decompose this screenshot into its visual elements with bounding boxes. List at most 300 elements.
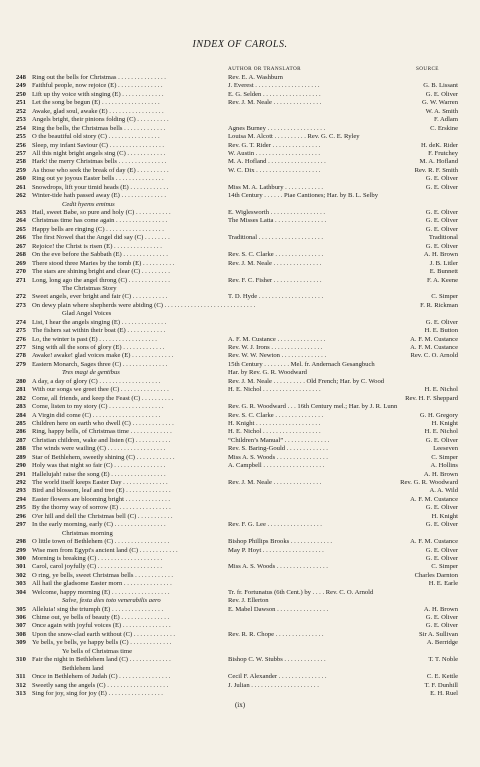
carol-title: Sweetly sang the angels (C) . . . . . . . . . . . . . . . . . . . xyxy=(32,681,169,689)
source-column-header: SOURCE xyxy=(416,66,439,72)
index-subline xyxy=(16,665,458,673)
index-row xyxy=(16,428,458,436)
carol-source: G. E. Oliver xyxy=(425,217,458,225)
index-row xyxy=(16,125,458,133)
carol-title: Ring the bells, the Christmas bells . . . . . . . . . . . . . xyxy=(32,124,166,132)
carol-number: 291 xyxy=(16,470,26,478)
index-subline xyxy=(16,201,458,209)
index-row xyxy=(16,412,458,420)
index-row xyxy=(16,437,458,445)
index-row xyxy=(16,91,458,99)
carol-author: Rev. W. W. Newton . . . . . . . . . . . . . . xyxy=(228,352,327,360)
index-row xyxy=(16,352,458,360)
carol-source: J. B. Litler xyxy=(429,259,458,267)
carol-author: J. Everest . . . . . . . . . . . . . . . . . . . . xyxy=(228,82,320,90)
carol-source: T. T. Noble xyxy=(428,656,458,664)
carol-source: G. E. Oliver xyxy=(425,436,458,444)
carol-author: Miss A. S. Woods . . . . . . . . . . . . . . . . xyxy=(228,453,328,461)
index-row xyxy=(16,158,458,166)
index-row xyxy=(16,243,458,251)
carol-source: F. R. Rickman xyxy=(420,301,458,309)
index-row xyxy=(16,234,458,242)
carol-number: 260 xyxy=(16,175,26,183)
carol-number: 300 xyxy=(16,554,26,562)
carol-number: 305 xyxy=(16,605,26,613)
carol-title: Angels bright, their pinions folding (C) . . . . . . . . . . xyxy=(32,116,169,124)
carol-number: 298 xyxy=(16,538,26,546)
carol-author: A. Campbell . . . . . . . . . . . . . . . . . . . xyxy=(228,462,325,470)
carol-number: 294 xyxy=(16,495,26,503)
carol-title: Sleep, my infant Saviour (C) . . . . . . . . . . . . . . . . . xyxy=(32,141,165,149)
carol-title: Come, listen to my story (C) . . . . . . . . . . . . . . . . . xyxy=(32,403,164,411)
carol-title: Easter flowers are blooming bright . . . . . . . . . . . . . . xyxy=(32,495,171,503)
carol-source: H. Knight xyxy=(431,419,458,427)
carol-source: H. E. Earle xyxy=(428,580,458,588)
carol-source: C. Simper xyxy=(431,563,458,571)
carol-author: Agnes Burney . . . . . . . . . . . . . . . . . . xyxy=(228,124,326,132)
index-row xyxy=(16,513,458,521)
index-row xyxy=(16,690,458,698)
carol-title: Snowdrops, lift your timid heads (E) . . . . . . . . . . . . xyxy=(32,183,169,191)
carol-author: Rev. J. M. Neale . . . . . . . . . . . . . . . xyxy=(228,99,322,107)
carol-author: Rev. R. R. Chope . . . . . . . . . . . . . . . xyxy=(228,630,324,638)
carol-author: E. G. Selden . . . . . . . . . . . . . . . . . . xyxy=(228,90,321,98)
carol-source: G. E. Oliver xyxy=(425,90,458,98)
carol-title: List, I hear the angels singing (E) . . . . . . . . . . . . . . xyxy=(32,318,167,326)
carol-source: G. W. Warren xyxy=(422,99,458,107)
index-row xyxy=(16,639,458,647)
carol-title: All this night bright angels sing (C) . . . . . . . . . . . . xyxy=(32,149,166,157)
carol-author: Rev. S. C. Clarke . . . . . . . . . . . . . . . xyxy=(228,411,324,419)
carol-author: Rev. W. J. Irons . . . . . . . . . . . . . . . . xyxy=(228,344,323,351)
index-row xyxy=(16,386,458,394)
carol-title: By the thorny way of sorrow (E) . . . . . . . . . . . . . . . . xyxy=(32,504,171,512)
carol-source: C. Erskine xyxy=(430,124,458,132)
carol-source: C. E. Kettle xyxy=(426,673,458,681)
carol-number: 263 xyxy=(16,209,26,216)
carol-title: Carol, carol joyfully (C) . . . . . . . . . . . . . . . . . . . . xyxy=(32,563,163,571)
carol-title: Bird and blossom, leaf and tree (E) . . . . . . . . . . . . . . xyxy=(32,487,171,495)
carol-title: O'er hill and dell the Christmas bell (C) . . . . . . . . . . . xyxy=(32,512,173,520)
index-row xyxy=(16,277,458,285)
carol-source: H. E. Nichol xyxy=(424,386,458,394)
carol-source: H. deK. Rider xyxy=(421,141,458,149)
carol-title: The winds were wailing (C) . . . . . . . . . . . . . . . . . . xyxy=(32,445,166,453)
index-row xyxy=(16,504,458,512)
carol-title: In the early morning, early (C) . . . . . . . . . . . . . . . . xyxy=(32,521,166,529)
carol-source: G. E. Oliver xyxy=(425,225,458,233)
carol-number: 268 xyxy=(16,251,26,259)
carol-number: 265 xyxy=(16,225,26,233)
carol-title: Long, long ago the angel throng (C) . . . . . . . . . . . . . xyxy=(32,276,170,284)
carol-number: 309 xyxy=(16,639,26,647)
carol-subtitle: The Christmas Story xyxy=(62,284,117,292)
carol-number: 255 xyxy=(16,133,26,141)
carol-source: W. A. Smith xyxy=(425,107,458,115)
index-row xyxy=(16,521,458,529)
carol-number: 264 xyxy=(16,217,26,225)
carol-title: Sing for joy, sing for joy (E) . . . . . . . . . . . . . . . . . xyxy=(32,689,163,697)
carol-source: Rev. H. F. Sheppard xyxy=(405,394,458,402)
carol-author: Miss M. A. Lathbury . . . . . . . . . . . . xyxy=(228,183,324,191)
carol-title: Eastern Monarch, Sages three (C) . . . . . . . . . . . . . . xyxy=(32,360,168,368)
index-row xyxy=(16,622,458,630)
carol-number: 276 xyxy=(16,335,26,343)
carol-number: 256 xyxy=(16,141,26,149)
carol-author: The Misses Latta . . . . . . . . . . . . . . . . xyxy=(228,217,327,225)
carol-number: 297 xyxy=(16,521,26,529)
carol-title: O little town of Bethlehem (C) . . . . . . . . . . . . . . . . . xyxy=(32,538,170,546)
carol-number: 251 xyxy=(16,99,26,107)
page-title: INDEX OF CAROLS. xyxy=(192,39,288,50)
carol-number: 285 xyxy=(16,419,26,427)
carol-number: 273 xyxy=(16,301,26,309)
index-row xyxy=(16,260,458,268)
carol-author: Har. by Rev. G. R. Woodward xyxy=(228,369,307,377)
carol-title: Winter-tide hath passed away (E) . . . . . . . . . . . . . . xyxy=(32,192,167,200)
index-subline xyxy=(16,648,458,656)
index-row xyxy=(16,538,458,546)
index-row xyxy=(16,217,458,225)
carol-number: 262 xyxy=(16,192,26,200)
index-row xyxy=(16,420,458,428)
carol-title: Awake, glad soul, awake (E) . . . . . . . . . . . . . . . . . xyxy=(32,107,164,115)
carol-title: The fishers sat within their boat (E) . . . . . . . . . . . . xyxy=(32,327,166,335)
index-subline xyxy=(16,530,458,538)
carol-title: Ye bells, ye bells, ye happy bells (C) . . . . . . . . . . . . . xyxy=(32,639,172,647)
carol-author: Rev. J. M. Neale . . . . . . . . . . . . . . . xyxy=(228,259,322,267)
carol-source: Rev. G. R. Woodward xyxy=(400,479,458,486)
carol-author: M. A. Hofland . . . . . . . . . . . . . . . . . . xyxy=(228,158,326,166)
carol-number: 296 xyxy=(16,512,26,520)
carol-title: Happy bells are ringing (C) . . . . . . . . . . . . . . . . . . xyxy=(32,225,164,233)
index-row xyxy=(16,462,458,470)
carol-source: Traditional xyxy=(428,234,458,242)
index-row xyxy=(16,555,458,563)
carol-number: 274 xyxy=(16,318,26,326)
carol-author: A. F. M. Custance . . . . . . . . . . . . . . . xyxy=(228,335,326,343)
carol-title: Ring, happy bells, of Christmas time . . . . . . . . . . . . . xyxy=(32,428,172,436)
carol-title: Ring out ye joyous Easter bells . . . . . . . . . . . . . . . xyxy=(32,175,164,183)
carol-author: 15th Century . . . . . . . . Mel. fr. Andernach Gesangbuch xyxy=(228,360,375,368)
index-subline xyxy=(16,310,458,318)
carol-source: Rev. C. O. Arnold xyxy=(410,352,458,360)
index-row xyxy=(16,395,458,403)
carol-number: 290 xyxy=(16,462,26,470)
carol-author: 14th Century . . . . . . Piae Cantiones; Har. by B. L. Selby xyxy=(228,192,378,200)
index-row xyxy=(16,547,458,555)
carol-number: 281 xyxy=(16,386,26,394)
carol-source: G. E. Oliver xyxy=(425,614,458,621)
carol-source: G. B. Lissant xyxy=(423,82,458,90)
index-row xyxy=(16,614,458,622)
carol-number: 311 xyxy=(16,673,26,681)
carol-number: 289 xyxy=(16,453,26,461)
carol-author: W. Austin . . . . . . . . . . . . . . . . . . . . xyxy=(228,149,321,157)
carol-title: A day, a day of glory (C) . . . . . . . . . . . . . . . . . . . xyxy=(32,377,161,385)
carol-subtitle: Salve, festa dies toto venerabilis aero xyxy=(62,597,161,605)
index-row xyxy=(16,454,458,462)
carol-source: A. H. Brown xyxy=(423,470,458,478)
index-row xyxy=(16,319,458,327)
carol-source: E. H. Ruel xyxy=(430,689,458,697)
carol-title: Morning is breaking (C) . . . . . . . . . . . . . . . . . . . . xyxy=(32,554,163,562)
carol-title: Ring out the bells for Christmas . . . . . . . . . . . . . . . xyxy=(32,74,166,81)
index-row xyxy=(16,226,458,234)
carol-number: 249 xyxy=(16,82,26,90)
carol-number: 259 xyxy=(16,166,26,174)
carol-title: Once in Bethlehem of Judah (C) . . . . . . . . . . . . . . . . xyxy=(32,673,171,681)
carol-title: Star of Bethlehem, sweetly shining (C) . . . . . . . . . . . . xyxy=(32,453,175,461)
index-row xyxy=(16,167,458,175)
carol-author: Rev. E. A. Washburn xyxy=(228,74,283,81)
author-column-header: AUTHOR OR TRANSLATOR xyxy=(228,66,301,72)
index-row xyxy=(16,327,458,335)
carol-source: F. Adlam xyxy=(433,116,458,124)
carol-source: A. F. M. Custance xyxy=(410,344,458,351)
carol-number: 313 xyxy=(16,689,26,697)
carol-subtitle: Ye bells of Christmas time xyxy=(62,647,133,655)
carol-number: 272 xyxy=(16,293,26,301)
index-row xyxy=(16,192,458,200)
index-row xyxy=(16,656,458,664)
carol-subtitle: Glad Angel Voices xyxy=(62,310,112,318)
index-row xyxy=(16,606,458,614)
carol-author: Bishop C. W. Stubbs . . . . . . . . . . . . . xyxy=(228,656,326,664)
carol-author: Rev. J. Ellerton xyxy=(228,597,269,605)
carol-source: G. E. Oliver xyxy=(425,318,458,326)
carol-title: On dewy plain where shepherds were abiding (C) . . . . . . . . . . . . . . . . . . . . . . . . . . . . xyxy=(32,301,256,309)
carol-author: W. C. Dix . . . . . . . . . . . . . . . . . . . . xyxy=(228,166,321,174)
carol-number: 277 xyxy=(16,344,26,351)
carol-number: 292 xyxy=(16,479,26,486)
carol-number: 307 xyxy=(16,622,26,630)
carol-title: Sweet angels, ever bright and fair (C) . . . . . . . . . . . xyxy=(32,293,168,301)
index-row xyxy=(16,209,458,217)
carol-source: G. E. Oliver xyxy=(425,242,458,250)
carol-number: 267 xyxy=(16,242,26,250)
carol-author: J. Julian . . . . . . . . . . . . . . . . . . . . . xyxy=(228,681,319,689)
carol-number: 306 xyxy=(16,614,26,621)
carol-title: Christian children, wake and listen (C) . . . . . . . . . . . xyxy=(32,436,171,444)
index-row xyxy=(16,184,458,192)
carol-source: G. E. Oliver xyxy=(425,546,458,554)
index-subline xyxy=(16,369,458,377)
carol-number: 280 xyxy=(16,377,26,385)
carol-source: A. F. M. Custance xyxy=(410,495,458,503)
index-row xyxy=(16,403,458,411)
carol-author: Miss A. S. Woods . . . . . . . . . . . . . . . . xyxy=(228,563,328,571)
carol-author: May P. Hoyt . . . . . . . . . . . . . . . . . . . xyxy=(228,546,324,554)
carol-number: 275 xyxy=(16,327,26,335)
carol-source: T. F. Dunhill xyxy=(424,681,458,689)
carol-number: 282 xyxy=(16,394,26,402)
carol-source: A. H. Brown xyxy=(423,251,458,259)
carol-source: G. E. Oliver xyxy=(425,175,458,183)
index-row xyxy=(16,175,458,183)
index-subline xyxy=(16,285,458,293)
carol-title: As those who seek the break of day (E) . . . . . . . . . . xyxy=(32,166,169,174)
carol-number: 299 xyxy=(16,546,26,554)
carol-author: Rev. J. M. Neale . . . . . . . . . . . . . . . xyxy=(228,479,322,486)
carol-number: 302 xyxy=(16,571,26,579)
carol-number: 283 xyxy=(16,403,26,411)
carol-author: Bishop Phillips Brooks . . . . . . . . . . . . . xyxy=(228,538,333,546)
carol-author: Rev. S. Baring-Gould . . . . . . . . . . . . . xyxy=(228,445,328,453)
index-row xyxy=(16,682,458,690)
carol-author: H. Knight . . . . . . . . . . . . . . . . . . . . xyxy=(228,419,321,427)
carol-source: M. A. Hofland xyxy=(419,158,458,166)
carol-title: Faithful people, now rejoice (E) . . . . . . . . . . . . . . xyxy=(32,82,163,90)
carol-number: 279 xyxy=(16,360,26,368)
carol-author: Rev. S. C. Clarke . . . . . . . . . . . . . . . xyxy=(228,251,324,259)
carol-number: 293 xyxy=(16,487,26,495)
carol-number: 288 xyxy=(16,445,26,453)
carol-author: Tr. fr. Fortunatus (6th Cent.) by . . . . Rev. C. O. Arnold xyxy=(228,588,374,596)
carol-source: G. E. Oliver xyxy=(425,183,458,191)
carol-source: E. Bunnett xyxy=(429,268,458,276)
carol-number: 271 xyxy=(16,276,26,284)
carol-number: 257 xyxy=(16,149,26,157)
index-row xyxy=(16,336,458,344)
index-row xyxy=(16,150,458,158)
carol-source: C. Simper xyxy=(431,453,458,461)
carol-number: 287 xyxy=(16,436,26,444)
carol-source: Sir A. Sullivan xyxy=(418,630,458,638)
carol-source: F. Frutchey xyxy=(428,149,458,157)
carol-number: 301 xyxy=(16,563,26,571)
carol-number: 253 xyxy=(16,116,26,124)
carol-author: T. D. Hyde . . . . . . . . . . . . . . . . . . . . xyxy=(228,293,324,301)
carol-number: 303 xyxy=(16,580,26,588)
carol-author: H. E. Nichol . . . . . . . . . . . . . . . . . . xyxy=(228,428,321,436)
carol-title: Lift up thy voice with singing (E) . . . . . . . . . . . . . xyxy=(32,90,164,98)
carol-title: Rejoice! the Christ is risen (E) . . . . . . . . . . . . . . . xyxy=(32,242,162,250)
carol-source: H. Knight xyxy=(431,512,458,520)
carol-source: G. E. Oliver xyxy=(425,209,458,216)
carol-number: 252 xyxy=(16,107,26,115)
carol-subtitle: Christmas morning xyxy=(62,529,113,537)
carol-title: Chime out, ye bells of beauty (E) . . . . . . . . . . . . . . . xyxy=(32,614,170,621)
index-row xyxy=(16,142,458,150)
carol-number: 304 xyxy=(16,588,26,596)
carol-source: A. Hollins xyxy=(430,462,458,470)
index-row xyxy=(16,496,458,504)
carol-title: Christmas time has come again . . . . . . . . . . . . . . . . xyxy=(32,217,168,225)
carol-subtitle: Bethlehem land xyxy=(62,664,104,672)
index-row xyxy=(16,293,458,301)
index-row xyxy=(16,344,458,352)
carol-author: E. Wiglesworth . . . . . . . . . . . . . . . . . xyxy=(228,209,326,216)
carol-number: 295 xyxy=(16,504,26,512)
carol-title: Hallelujah! raise the song (E) . . . . . . . . . . . . . . . . . xyxy=(32,470,166,478)
carol-title: O the beautiful old story (C) . . . . . . . . . . . . . . . . xyxy=(32,133,160,141)
carol-number: 248 xyxy=(16,74,26,81)
carol-author: H. E. Nichol . . . . . . . . . . . . . . . . . . xyxy=(228,386,321,394)
index-row xyxy=(16,74,458,82)
carol-title: Wise men from Egypt's ancient land (C) . . . . . . . . . . . . xyxy=(32,546,178,554)
carol-source: A. A. Wild xyxy=(429,487,458,495)
carol-number: 278 xyxy=(16,352,26,360)
carol-title: Sing with all the sons of glory (E) . . . . . . . . . . . . . xyxy=(32,344,165,351)
carol-author: Rev. G. R. Woodward . . . 16th Century mel.; Har. by J. R. Lunn xyxy=(228,403,398,411)
carol-number: 286 xyxy=(16,428,26,436)
carol-author: Rev. F. C. Fisher . . . . . . . . . . . . . . . xyxy=(228,276,322,284)
carol-number: 261 xyxy=(16,183,26,191)
carol-title: Holy was that night so fair (C) . . . . . . . . . . . . . . . . xyxy=(32,462,166,470)
carol-author: “Children’s Manual” . . . . . . . . . . . . . . xyxy=(228,436,330,444)
carol-number: 250 xyxy=(16,90,26,98)
carol-subtitle: Cedit hyems eminus xyxy=(62,200,115,208)
carol-source: G. H. Gregory xyxy=(419,411,458,419)
index-row xyxy=(16,563,458,571)
carol-source: F. A. Keene xyxy=(427,276,458,284)
carol-title: All hail the gladsome Easter morn . . . . . . . . . . . . . . . xyxy=(32,580,172,588)
carol-title: O ring, ye bells, sweet Christmas bells . . . . . . . . . . . . xyxy=(32,571,174,579)
carol-source: Charles Darnton xyxy=(414,571,458,579)
carol-number: 258 xyxy=(16,158,26,166)
index-subline xyxy=(16,597,458,605)
carol-title: The stars are shining bright and clear (C) . . . . . . . . . xyxy=(32,268,170,276)
index-row xyxy=(16,268,458,276)
carol-number: 269 xyxy=(16,259,26,267)
carol-title: Awake! awake! glad voices make (E) . . . . . . . . . . . . . xyxy=(32,352,174,360)
index-row xyxy=(16,378,458,386)
carol-title: Welcome, happy morning (E) . . . . . . . . . . . . . . . . . . xyxy=(32,588,170,596)
carol-title: On the eve before the Sabbath (E) . . . . . . . . . . . . . . xyxy=(32,251,168,259)
carol-source: G. E. Oliver xyxy=(425,554,458,562)
carol-title: Hark! the merry Christmas bells . . . . . . . . . . . . . . . xyxy=(32,158,167,166)
carol-title: Alleluia! sing the triumph (E) . . . . . . . . . . . . . . . . xyxy=(32,605,164,613)
carol-title: With our songs we greet thee (C) . . . . . . . . . . . . . . . xyxy=(32,386,169,394)
carol-source: A. Berridge xyxy=(426,639,458,647)
carol-title: Children here on earth who dwell (C) . . . . . . . . . . . . . xyxy=(32,419,174,427)
carol-title: The first Nowel that the Angel did say (C) . . . . . . . . xyxy=(32,234,170,242)
carol-source: Rev. R. F. Smith xyxy=(414,166,458,174)
index-row xyxy=(16,479,458,487)
carol-source: A. H. Brown xyxy=(423,605,458,613)
carol-title: The world itself keeps Easter Day . . . . . . . . . . . . . . xyxy=(32,479,168,486)
carol-number: 284 xyxy=(16,411,26,419)
carol-title: A Virgin did come (C) . . . . . . . . . . . . . . . . . . . . . xyxy=(32,411,161,419)
index-row xyxy=(16,471,458,479)
index-row xyxy=(16,99,458,107)
carol-source: C. Simper xyxy=(431,293,458,301)
carol-title: Lo, the winter is past (E) . . . . . . . . . . . . . . . . . . xyxy=(32,335,157,343)
carol-source: H. E. Button xyxy=(424,327,458,335)
index-row xyxy=(16,631,458,639)
carol-number: 266 xyxy=(16,234,26,242)
carol-author: Rev. J. M. Neale . . . . . . . . . . Old French; Har. by C. Wood xyxy=(228,377,385,385)
carol-author: Traditional . . . . . . . . . . . . . . . . . . . . xyxy=(228,234,324,242)
index-row xyxy=(16,302,458,310)
index-row xyxy=(16,133,458,141)
carol-author: Rev. G. T. Rider . . . . . . . . . . . . . . . xyxy=(228,141,321,149)
index-row xyxy=(16,361,458,369)
carol-author: Rev. F. G. Lee . . . . . . . . . . . . . . . . . xyxy=(228,521,322,529)
carol-source: Leeseven xyxy=(433,445,458,453)
carol-title: Once again with joyful voices (E) . . . . . . . . . . . . . . . xyxy=(32,622,171,630)
carol-source: G. E. Oliver xyxy=(425,504,458,512)
index-row xyxy=(16,251,458,259)
index-row xyxy=(16,108,458,116)
index-row xyxy=(16,445,458,453)
carol-source: H. E. Nichol xyxy=(424,428,458,436)
carol-index-list xyxy=(16,74,458,698)
index-row xyxy=(16,116,458,124)
carol-title: There stood three Maries by the tomb (E) . . . . . . . . . . xyxy=(32,259,175,267)
carol-number: 254 xyxy=(16,124,26,132)
